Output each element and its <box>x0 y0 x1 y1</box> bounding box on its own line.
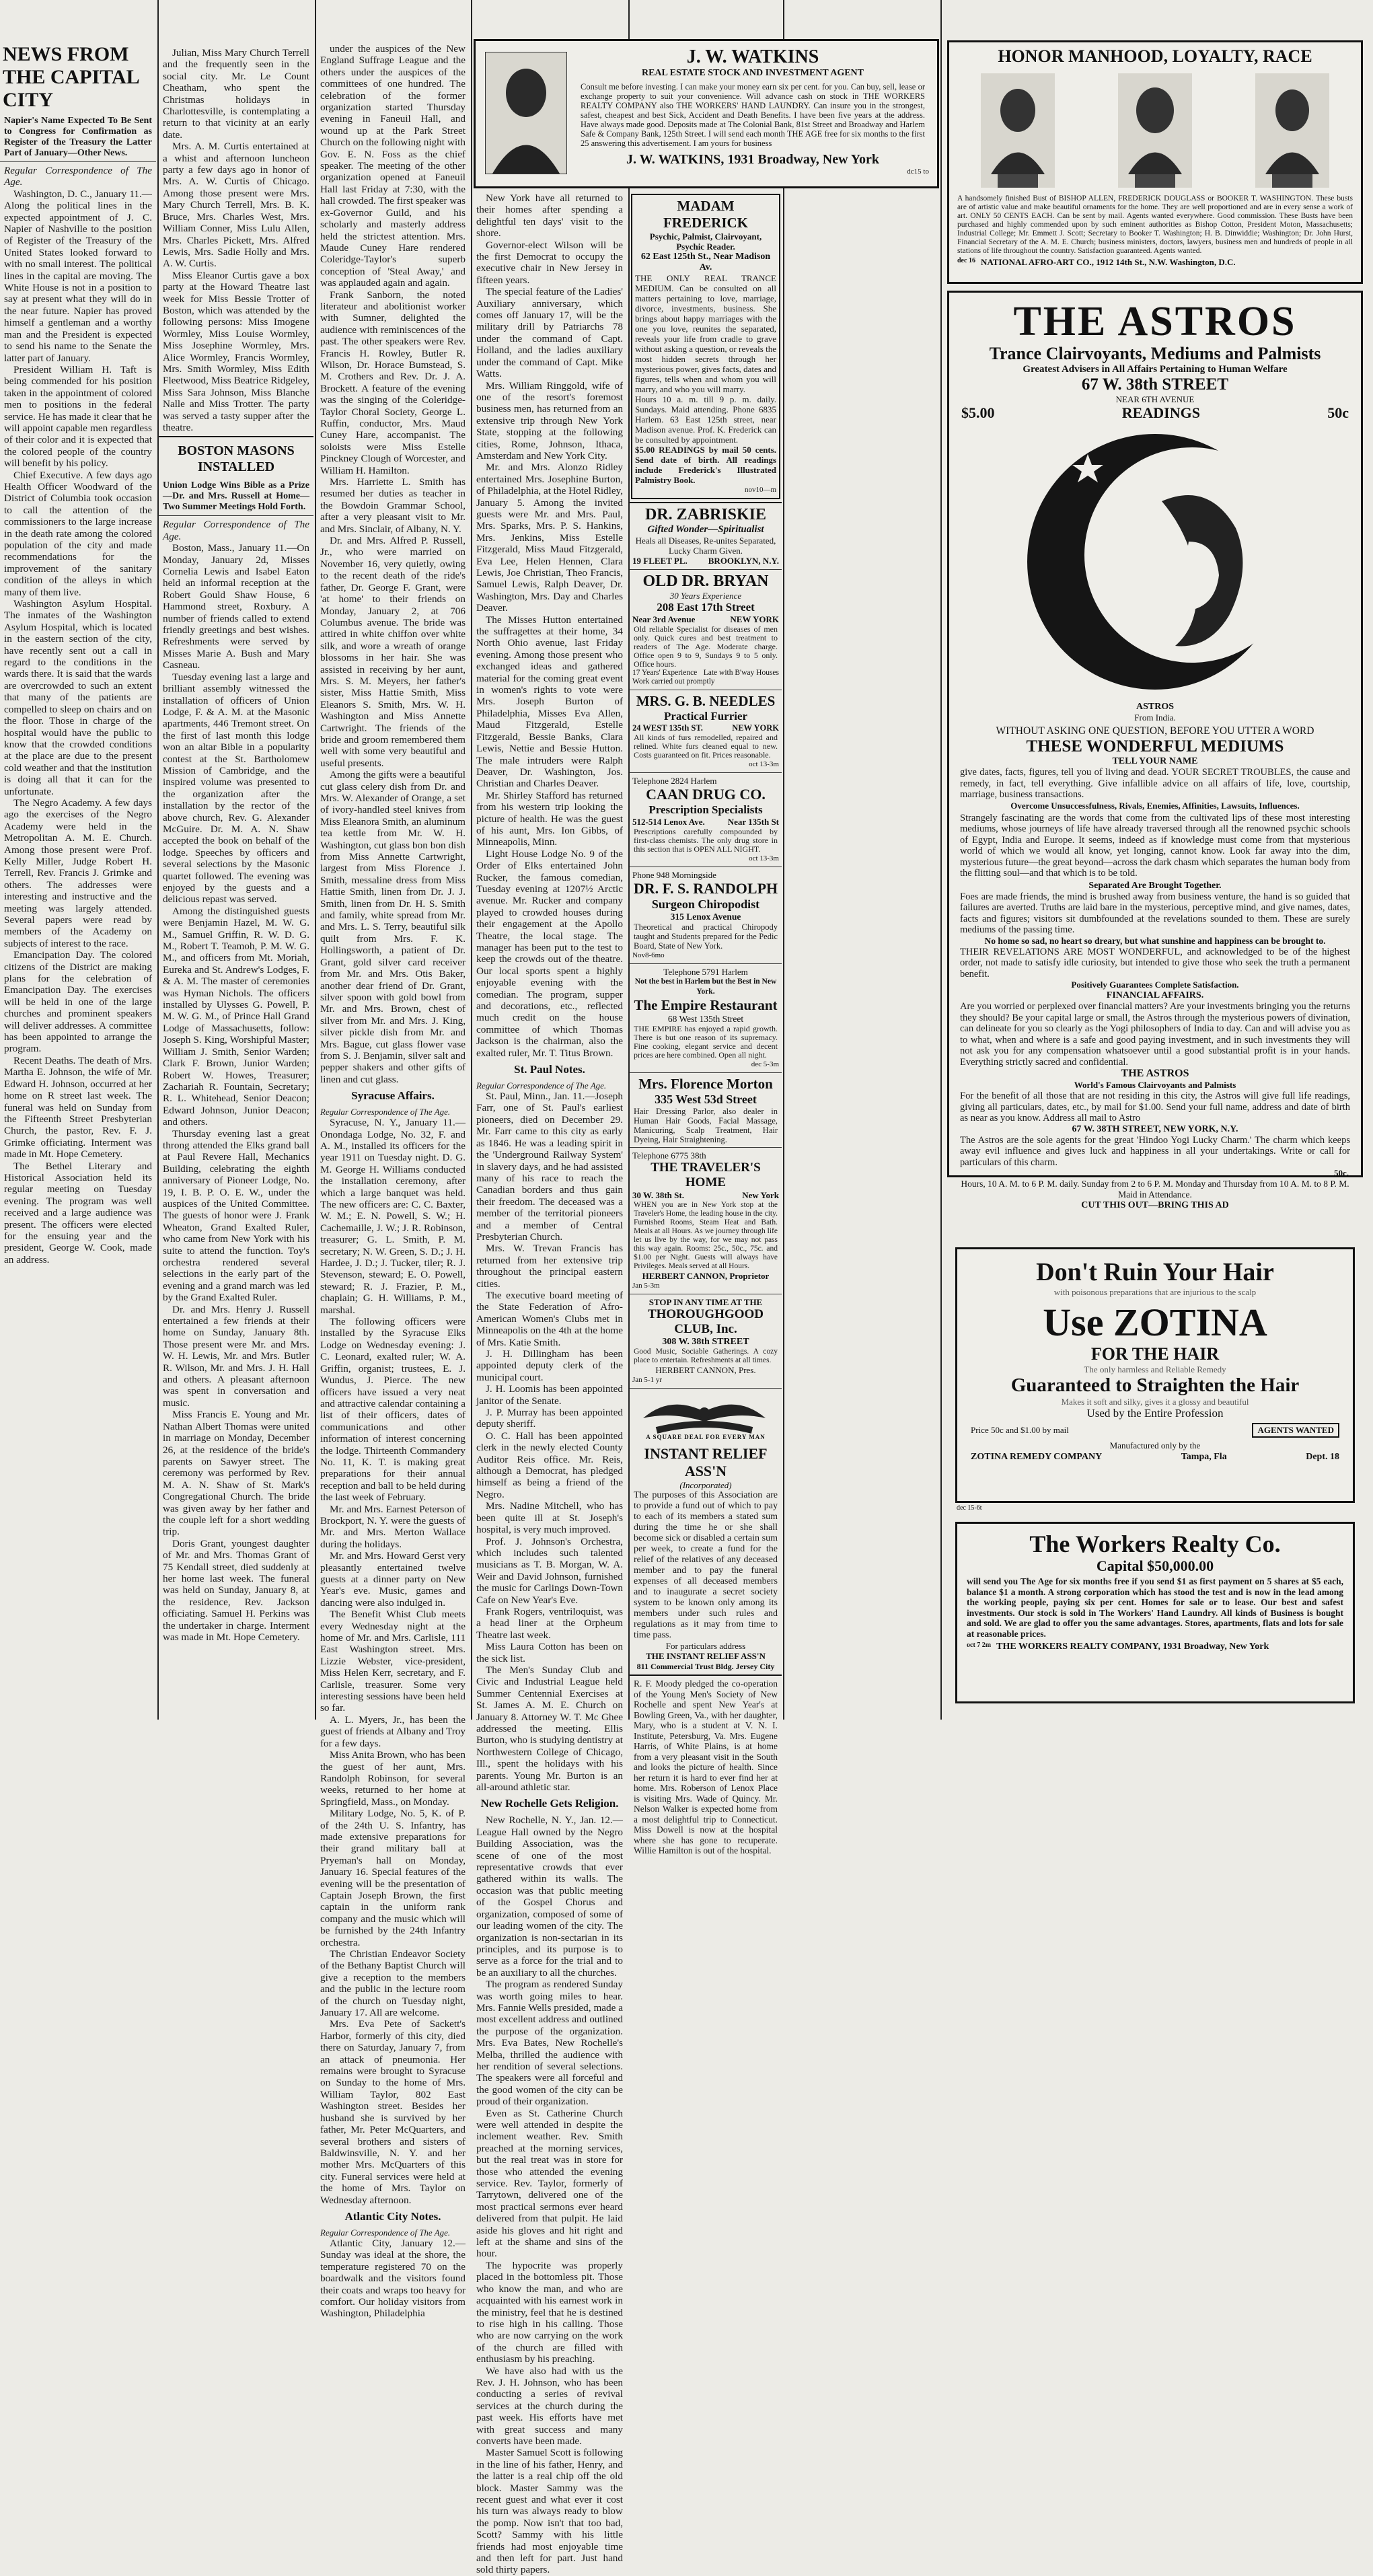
ad-body: All kinds of furs remodelled, repaired and relined. White furs cleaned equal to new. Costs guaranteed on fit. Prices reasonable. <box>634 733 778 760</box>
byline: Regular Correspondence of The Age. <box>4 165 152 188</box>
ad-address: 62 East 125th St., Near Madison Av. <box>640 252 771 272</box>
article-paragraph: Doris Grant, youngest daughter of Mr. and Mrs. Thomas Grant of 75 Kendall street, died suddenly at her home last week. The funeral was held on Sunday, January 8, at the residence, Rev. Jackson officiating. Samuel H. Perkins was the undertaker in charge. Interment was made in Mt. Hope Cemetery. <box>163 1537 309 1643</box>
column-3 <box>316 0 470 2320</box>
ad-title: The Workers Realty Co. <box>1029 1531 1281 1557</box>
ad-code: oct 13-3m <box>749 854 779 862</box>
ad-note: 17 Years' Experience <box>632 669 698 677</box>
ad-title: DR. F. S. RANDOLPH <box>633 880 778 897</box>
bust-allen-icon <box>981 73 1055 188</box>
column-rule <box>783 0 784 1720</box>
ad-subtitle: Practical Furrier <box>663 710 748 723</box>
ad-title: The Empire Restaurant <box>634 997 778 1013</box>
article-paragraph: Recent Deaths. The death of Mrs. Martha E. Johnson, the wife of Mr. Edward H. Johnson, occurred at her home on R street last week. The funeral was held on Sunday from the Fifteenth Street Presbyterian Church, the pastor, Rev. F. J. Grimke officiating. Interment was made in Mt. Hope Cemetery. <box>4 1054 152 1161</box>
needles-furrier-ad <box>630 693 782 770</box>
article-paragraph: The Negro Academy. A few days ago the exercises of the Negro Academy were held in the Metropolitan A. M. E. Church. Among those present were Prof. Kelly Miller, Judge Robert H. Terrell, Rev. Francis J. Grimke and others. The addresses were interesting and instructive and the meeting was largely attended. Several papers were read by members of the Academy on subjects of interest to the race. <box>4 797 152 949</box>
article-paragraph: President William H. Taft is being commended for his position taken in the appointment of colored men to positions in the federal service. He has made it clear that he will appoint capable men regardless of their color and it is expected that the colored people of the country will benefit by his policy. <box>4 363 152 470</box>
ad-code: dec 15-6t <box>957 1504 982 1512</box>
astros-ad <box>947 291 1363 1210</box>
crescent-moon-woman-icon <box>1014 427 1296 696</box>
instant-relief-ad <box>630 1391 782 1672</box>
article-paragraph: Mr. and Mrs. Howard Gerst very pleasantly entertained twelve guests at a dinner party on New Year's eve. Music, games and dancing were also indulged in. <box>320 1550 466 1609</box>
ad-near: NEAR 6TH AVENUE <box>1115 394 1195 404</box>
ad-footer: THE WORKERS REALTY COMPANY, 1931 Broadway, New York <box>996 1642 1269 1652</box>
article-paragraph: We have also had with us the Rev. J. H. Johnson, who has been conducting a series of revival services at the church during the past week. His efforts have met with great success and many converts have been made. <box>476 2365 623 2447</box>
byline: Regular Correspondence of The Age. <box>320 1107 451 1117</box>
article-paragraph: The Christian Endeavor Society of the Bethany Baptist Church will give a reception to the members and the public in the lecture room of the church on Tuesday night, January 17. All are welcome. <box>320 1948 466 2019</box>
ad-city: NEW YORK <box>730 614 779 624</box>
ad-body: The Astros are the sole agents for the great 'Hindoo Yogi Lucky Charm.' The charm which keeps away evil influence and gives luck and happiness in all your undertakings. Write or call for particulars of this charm. <box>960 1134 1350 1168</box>
price: 50c <box>1327 404 1349 421</box>
ad-heading: THESE WONDERFUL MEDIUMS <box>1026 737 1284 756</box>
st-paul-headline: St. Paul Notes. <box>514 1063 585 1076</box>
randolph-chiropodist-ad <box>630 870 782 961</box>
ad-cta: CUT THIS OUT—BRING THIS AD <box>1081 1200 1229 1210</box>
article-paragraph: R. F. Moody pledged the co-operation of the Young Men's Society of New Rochelle and spent New Year's at Bowling Green, Va., with her daughter, Mary, who is a student at V. N. I. Institute, Petersburg, Va. Mrs. Eugene Harris, of White Plains, is at home from a very pleasant visit in the South and looks the picture of health. Since her return it is hard to ever find her at home. Mrs. Roberson of Lenox Place is visiting Mrs. Wade of Quincy. Mr. Nelson Walker is expected home from a most delightful trip to Connecticut. Miss Dowell is now at the hospital where she has gone to recuperate. Willie Hamilton is out of the hospital. <box>634 1679 778 1855</box>
ad-address: 19 FLEET PL. <box>632 556 688 566</box>
readings-label: READINGS <box>1121 404 1200 421</box>
ad-body: Foes are made friends, the mind is brushed away from business venture, the hand is so guided that failures are averted. Truths are laid bare in the mysterious, perceptive mind, and give names, dates, facts and figures; visitors sit dumbfounded at the revelations sounded to them. These are surely mediums of the passing time. <box>960 891 1350 935</box>
ad-address: 67 W. 38TH STREET, NEW YORK, N.Y. <box>1072 1124 1238 1134</box>
ad-title: Mrs. Florence Morton <box>638 1076 773 1092</box>
ad-owner: HERBERT CANNON, Proprietor <box>642 1271 770 1281</box>
article-paragraph: Frank Rogers, ventriloquist, was a head liner at the Orpheum Theatre last week. <box>476 1605 623 1641</box>
ad-title: HONOR MANHOOD, LOYALTY, RACE <box>998 46 1312 66</box>
ad-body: WHEN you are in New York stop at the Traveler's Home, the leading house in the city. Furnished Rooms, Steam Heat and Bath. Meals at all Hours. As we journey through life let us live by the way, for we may not pass this way again. Rooms: 25c., 50c., 75c. and $1.00 per Night. Guests will always have Privileges. Meals served at all Hours. <box>634 1201 778 1270</box>
ad-subtitle: Psychic, Palmist, Clairvoyant, Psychic Reader. <box>649 231 762 252</box>
article-paragraph: Mrs. A. M. Curtis entertained at a whist and afternoon luncheon party a few days ago in honor of Mrs. A. W. Curtis of Chicago. Among those present were Mrs. Mary Church Terrell, Mrs. B. K. Bruce, Mrs. Charles West, Mrs. William Conner, Miss Lulu Allen, Mrs. Charles Pickett, Mrs. Alfred Lewis, Mrs. Sadie Holly and Mrs. A. W. Curtis. <box>163 141 309 270</box>
news-capital-subhead: Napier's Name Expected To Be Sent to Congress for Confirmation as Register of the Treasury the Latter Part of January—Other News. <box>4 116 152 158</box>
travelers-home-ad <box>630 1150 782 1291</box>
article-paragraph: Miss Anita Brown, who has been the guest of her aunt, Mrs. Randolph Robinson, for several weeks, returned to her home at Springfield, Mass., on Monday. <box>320 1749 466 1808</box>
ad-body: Theoretical and practical Chiropody taught and Students prepared for the Pedic Board, State of New York. <box>634 922 778 951</box>
article-paragraph: Mrs. W. Trevan Francis has returned from her extensive trip throughout the principal eastern cities. <box>476 1243 623 1290</box>
ad-city: New York <box>742 1190 779 1200</box>
ad-body: Heals all Diseases, Re-unites Separated, Lucky Charm Given. <box>635 536 776 556</box>
ad-code: dec 16 <box>957 257 975 264</box>
column-5-ads <box>630 192 782 1855</box>
ad-body: THE EMPIRE has enjoyed a rapid growth. There is but one reason of its supremacy. Fine cooking, elegant service and decent prices are here combined. Open all night. <box>634 1024 778 1060</box>
ad-city: NEW YORK <box>732 723 779 733</box>
ad-code: Nov8-6mo <box>632 951 665 959</box>
bust-washington-icon <box>1255 73 1329 188</box>
ad-small: The only harmless and Reliable Remedy <box>1084 1364 1226 1374</box>
workers-realty-ad <box>955 1522 1355 1703</box>
ad-address: 68 West 135th Street <box>667 1014 744 1024</box>
ad-title: THE ASTROS <box>1013 299 1297 344</box>
ad-subtitle: Gifted Wonder—Spiritualist <box>647 524 764 535</box>
thoroughgood-club-ad <box>630 1297 782 1385</box>
article-paragraph: Mr. and Mrs. Alonzo Ridley entertained Mrs. Josephine Burton, of Philadelphia, at the Hotel Ridley, January 5. Among the invited guests were Mr. and Mrs. Paul, Mrs. Sparks, Mrs. P. S. Hankins, Mrs. Jenkins, Miss Estelle Fitzgerald, Miss Maud Fitzgerald, Eva Lee, Helen Hennen, Clara Lewis, Joe Christian, Theo Francis, Samuel Lewis, Ralph Deaver, Dr. Washington, Mrs. Day and Charles Deaver. <box>476 462 623 614</box>
article-paragraph: Mr. and Mrs. Earnest Peterson of Brockport, N. Y. were the guests of Mr. and Mrs. Merton Wallace during the holidays. <box>320 1503 466 1550</box>
ad-address: 315 Lenox Avenue <box>670 912 741 922</box>
ad-address: 24 WEST 135th ST. <box>632 723 703 733</box>
ad-body: Hair Dressing Parlor, also dealer in Human Hair Goods, Facial Massage, Manicuring, Scalp Treatment, Hair Dyeing, Hair Straightening. <box>634 1107 778 1144</box>
bust-douglass-icon <box>1118 73 1192 188</box>
empire-restaurant-ad <box>630 967 782 1070</box>
ad-body: Old reliable Specialist for diseases of men only. Quick cures and best treatment to readers of The Age. Moderate charge. Office open 9 to 9, Sundays 9 to 5 only. Office hours. <box>634 624 778 669</box>
watkins-name: J. W. WATKINS <box>686 46 819 67</box>
article-paragraph: Light House Lodge No. 9 of the Order of Elks entertained John Rucker, the famous comedian, Tuesday evening at 1207½ Arctic avenue. Mr. Rucker and company played to crowded houses during their engagement at the Apollo Theatre, the local stage. The manager has been put to the test to keep the crowds out of the theatre. Our local sports spent a highly enjoyable evening with the comedian. The program, supper and decorations, etc., reflected much credit on the house committee of which Thomas Jackson is the chairman, also the exalted ruler, Mr. T. Titus Brown. <box>476 848 623 1059</box>
ad-address: 208 East 17th Street <box>657 601 755 614</box>
ad-near: Near 135th St <box>727 817 779 827</box>
article-paragraph: Miss Laura Cotton has been on the sick list. <box>476 1641 623 1664</box>
ad-dept: Dept. 18 <box>1306 1452 1339 1462</box>
ad-line: Used by the Entire Profession <box>1086 1407 1224 1420</box>
article-paragraph: The following officers were installed by the Syracuse Elks Lodge on Wednesday evening: J. C. Leonard, exalted ruler; W. A. Griffin, organist; trustees, E. J. Wundus, J. Pierce. The new officers have issued a very neat and attractive calendar containing a list of their officers, dates of communications and other information of interest concerning the lodge. Thirteenth Commandery No. 11, K. T. is making great preparations for their annual reception and ball to be held during the last week of February. <box>320 1316 466 1504</box>
article-paragraph: Emancipation Day. The colored citizens of the District are making plans for the celebration of Emancipation Day. The exercises will be held in one of the large churches and prominent speakers will deliver addresses. A committee has been appointed to arrange the program. <box>4 949 152 1055</box>
article-paragraph: The Men's Sunday Club and Civic and Industrial League held Summer Centennial Exercises at St. James A. M. E. Church on January 8. Attorney W. T. Mc Ghee addressed the meeting. Ellis Burton, who is studying dentistry at Northwestern College of Chicago, Ill., spent the holidays with his parents. Young Mr. Burton is an all-around athletic star. <box>476 1664 623 1794</box>
new-rochelle-headline: New Rochelle Gets Religion. <box>480 1797 619 1810</box>
ad-near: Near 3rd Avenue <box>632 614 696 624</box>
ad-address: 811 Commercial Trust Bldg. Jersey City <box>636 1662 775 1671</box>
article-paragraph: Syracuse, N. Y., January 11.—Onondaga Lodge, No. 32, F. and A. M., installed its officers for the year 1911 on Tuesday night. D. G. M. George H. Williams conducted the installation ceremony, after which a large banquet was held. The new officers are: C. C. Baxter, W. M.; E. N. Powell, S. W.; H. Cachemaille, J. W.; J. R. Robinson, treasurer; G. L. Smith, P. M. secretary; N. W. Green, S. D.; J. H. Hardee, J. D.; J. Tucker, tiler; R. J. Stevenson, steward; E. O. Powell, steward; R. J. Frazier, P. M., chaplain; G. H. Williams, P. M., marshal. <box>320 1117 466 1316</box>
watkins-ad <box>474 39 939 188</box>
ad-small: with poisonous preparations that are injurious to the scalp <box>1053 1287 1257 1297</box>
ad-subtitle: Capital $50,000.00 <box>1096 1557 1214 1574</box>
article-paragraph: Mrs. Eva Pete of Sackett's Harbor, formerly of this city, died there on Saturday, January 7, from an attack of pneumonia. Her remains were brought to Syracuse on Sunday to the home of Mrs. William Taylor, 802 East Washington street. Besides her husband she is survived by her father, Mr. Peter McQuarters, and several brothers and sisters of Baldwinsville, N. Y. and her mother Mrs. McQuarters of this city. Funeral services were held at the home of Mrs. Taylor on Wednesday afternoon. <box>320 2018 466 2206</box>
ad-subtitle: Guaranteed to Straighten the Hair <box>1010 1374 1300 1396</box>
zotina-ad <box>955 1247 1355 1512</box>
article-paragraph: Miss Francis E. Young and Mr. Nathan Albert Thomas were united in marriage on Monday, December 26, at the residence of the bride's parents on Sawyer street. The ceremony was performed by Rev. M. A. N. Shaw of St. Mark's Congregational Church. The bride was given away by her father and the couple left for a short wedding trip. <box>163 1409 309 1538</box>
ad-code: Jan 5-3m <box>632 1282 660 1290</box>
ad-address: 67 W. 38th STREET <box>1081 375 1229 394</box>
byline: Regular Correspondence of The Age. <box>476 1080 607 1091</box>
ad-telephone: Phone 948 Morningside <box>632 870 716 880</box>
byline: Regular Correspondence of The Age. <box>163 519 309 542</box>
ad-body: will send you The Age for six months free if you send $1 as first payment on 5 shares at $5 each, balance $1 a month. A strong corporation which has stood the test and is now in the lead among the working people, paying six per cent. Homes for sale or to lease. Our best and safest investments. Our stock is sold in The Workers' Hand Laundry. All kinds of Business is bought and sold. We are glad to offer you the same advantages. Stores, apartments, flats and lots for sale at reasonable prices. <box>967 1576 1343 1639</box>
ad-body: Are you worried or perplexed over financial matters? Are your investments bringing you the returns they should? Be your capital large or small, the Astros through the mysterious powers of divination, can delineate for you so clearly as the Yogi philosophers of India to day. Can and will advise you as to what, when and where is a safe and good paying investment, and in such investments they will not ask you for any compensation whatsoever until a good substantial profit is in your hands. Everything strictly sacred and confidential. <box>960 1001 1350 1068</box>
florence-morton-ad <box>630 1076 782 1144</box>
ad-small: Manufactured only by the <box>1109 1440 1201 1450</box>
ad-company: ZOTINA REMEDY COMPANY <box>971 1452 1103 1462</box>
article-paragraph: J. P. Murray has been appointed deputy sheriff. <box>476 1407 623 1430</box>
article-paragraph: The special feature of the Ladies' Auxiliary anniversary, which comes off January 17, will be the military drill by Patriarchs 78 under the command of Capt. Holland, and the ladies auxiliary under the command of Capt. Mike Watts. <box>476 286 623 380</box>
ad-body: A handsomely finished Bust of BISHOP ALLEN, FREDERICK DOUGLASS or BOOKER T. WASHINGTON. These busts are of artistic value and make beautiful ornaments for the home. They are well proportioned and are in every sense a work of art. ONLY 50 CENTS EACH. Can be sent by mail. Agents wanted everywhere. Good commission. These Busts have been purchased and highly commended upon by such eminent authorities as Bishop Cotton, President Moton, Massachusetts; Industrial College; Mr. Emmett J. Scott; Secretary to Booker T. Washington; H. B. Dinwiddie; Washington; Dr. John Hurst, Financial Secretary of the A. M. E. Church; business ministers, doctors, lawyers, business men and hundreds of people in all stations of life throughout the country. Satisfaction guaranteed. Agents wanted. <box>957 194 1353 255</box>
ad-body: $5.00 READINGS by mail 50 cents. Send date of birth. All readings include Frederick's Illustrated Palmistry Book. <box>635 445 776 485</box>
article-paragraph: O. C. Hall has been appointed clerk in the newly elected County Auditor Reis office. Mr. Reis, although a Democrat, has pledged himself as being a friend of the Negro. <box>476 1430 623 1500</box>
article-paragraph: The Bethel Literary and Historical Association held its regular meeting on Tuesday evening. The program was well received and a large audience was present. The officers were elected for the ensuing year and the president, George W. Cook, made an address. <box>4 1160 152 1265</box>
article-paragraph: Among the gifts were a beautiful cut glass celery dish from Dr. and Mrs. W. Alexander of Orange, a set of ivory-handled steel knives from Miss Eleanora Smith, an aluminum tea kettle from Mr. W. H. Washington, cut glass bon bon dish from Miss Annette Cartwright, largest from Miss Florence J. Smith, messaline dress from Miss Hattie Smith, linen from Dr. J. J. Smith, linen from Dr. H. S. Smith and family, white spread from Mr. and Mrs. L. S. Terry, beautiful silk quilt from Mrs. F. K. Hollingsworth, a patient of Dr. Grant, gold silver card receiver from Mr. and Mrs. Otis Baker, another dear friend of Dr. Grant, silver spoon with gold bowl from Mr. and Mrs. Brown, chest of silver from Mr. and Mrs. J. King, silver pickle dish from Mr. and Mrs. Bague, cut glass flower vase from S. J. Benjamin, silver salt and pepper shakers and other gifts of linen and cut glass. <box>320 769 466 1085</box>
article-paragraph: The executive board meeting of the State Federation of Afro-American Women's Clubs met in Minneapolis on the 4th at the home of Mrs. Katie Smith. <box>476 1289 623 1348</box>
article-paragraph: Mrs. William Ringgold, wife of one of the resort's foremost business men, has returned from an extensive trip through New York State, stopping at the following cities, Rome, Johnson, Ithaca, Amsterdam and New York City. <box>476 379 623 462</box>
syracuse-headline: Syracuse Affairs. <box>351 1089 435 1103</box>
ad-name: THE INSTANT RELIEF ASS'N <box>646 1651 766 1661</box>
article-paragraph: J. H. Dillingham has been appointed deputy clerk of the municipal court. <box>476 1348 623 1383</box>
ad-line: WITHOUT ASKING ONE QUESTION, BEFORE YOU UTTER A WORD <box>996 725 1314 737</box>
ad-caption: ASTROS <box>1136 702 1175 712</box>
article-paragraph: Boston, Mass., January 11.—On Monday, January 2d, Misses Cornelia Lewis and Isabel Eaton held an informal reception at the Robert Gould Shaw House, 6 Hammond street, Roxbury. A number of friends called to extend friendly greetings and best wishes. Refreshments were served by Misses Marie A. Bush and Mary Casneau. <box>163 542 309 671</box>
ad-heading: Positively Guarantees Complete Satisfaction. <box>1071 980 1239 990</box>
ad-body: Strangely fascinating are the words that come from the cultivated lips of these most interesting mediums, whose journeys of life have already traversed through all the renowned psychic schools of Egypt, India and Europe. It seems, indeed as if knowledge must come from that mysterious world of which we would all know, yet longing, cannot know. Look far away into the dim, mysterious future—the great beyond—across the dark chasm which separates the human body from the flitting soul—and that which is to be told. <box>960 812 1350 879</box>
ad-line: TELL YOUR NAME <box>1112 756 1198 766</box>
watkins-footer: J. W. WATKINS, 1931 Broadway, New York <box>626 152 879 167</box>
ad-small: Makes it soft and silky, gives it a glossy and beautiful <box>1061 1397 1249 1407</box>
ad-caption: From India. <box>1134 712 1176 723</box>
watkins-body: Consult me before investing. I can make your money earn six per cent. for you. Can buy, sell, lease or exchange property to suit your convenience. Will advance cash on stock in THE WORKERS REALTY COMPANY also THE WORKERS' HAND LAUNDRY. Can insure you in the strongest, safest, cheapest and best Sick, Accident and Death Benefits. I have been five years at the address. Have always made good. Deposits made at The Colonial Bank, 81st Street and Broadway and Harlem Safe & Company Bank, 125th Street. I will send each month THE AGE free for six months to the first 25 answering this advertisement. I am yours for business <box>581 82 925 148</box>
ad-address: 308 W. 38th STREET <box>662 1337 749 1347</box>
ad-code: dec 5-3m <box>751 1060 779 1068</box>
price: Price 50c and $1.00 by mail <box>971 1425 1069 1435</box>
ad-owner: HERBERT CANNON, Pres. <box>655 1365 756 1375</box>
ad-title: THE TRAVELER'S HOME <box>651 1161 761 1189</box>
ad-telephone: Telephone 6775 38th <box>632 1150 706 1161</box>
article-paragraph: Frank Sanborn, the noted literateur and abolitionist worker with Sumner, delighted the audience with reminiscences of the past. The other speakers were Rev. Francis H. Rowley, Butler R. Wilson, Dr. Horace Bumstead, S. M. Crothers and Rev. Dr. J. A. Brockett. A feature of the evening was the singing of the Coleridge-Taylor Choral Society, George L. Ruffin, conductor, Mrs. Maud Cuney Hare, accompanist. The soloists were Miss Estelle Pinckney Clough of Worcester, and William H. Hamilton. <box>320 289 466 476</box>
ad-heading: No home so sad, no heart so dreary, but what sunshine and happiness can be brought to. <box>984 935 1326 946</box>
ad-body: Prescriptions carefully compounded by first-class chemists. The only drug store in this section that is OPEN ALL NIGHT. <box>634 827 778 854</box>
ad-code: dc15 to <box>907 168 929 176</box>
ad-body: Good Music, Sociable Gatherings. A cozy place to entertain. Refreshments at all times. <box>634 1348 778 1364</box>
ad-footer: NATIONAL AFRO-ART CO., 1912 14th St., N.W. Washington, D.C. <box>980 257 1236 267</box>
article-paragraph: St. Paul, Minn., Jan. 11.—Joseph Farr, one of St. Paul's earliest pioneers, died on December 29. Mr. Farr came to this city as early as 1846. He was a leading spirit in the 'Underground Railway System' in slavery days, and he had assisted many of his race to reach the Canadian borders and thus gain their freedom. The deceased was a member of the territorial pioneers and a member of Central Presbyterian Church. <box>476 1091 623 1243</box>
article-paragraph: New Rochelle, N. Y., Jan. 12.—League Hall owned by the Negro Building Association, was the scene of one of the most representative crowds that ever gathered within its walls. The occasion was that public meeting of the Gospel Chorus and organization, composed of some of our leading women of the city. The organization is non-sectarian in its principles, and its purpose is to serve as a force for the trial and to be an auxiliary to all the churches. <box>476 1814 623 1979</box>
ad-code: oct 7 2m <box>967 1642 992 1649</box>
article-paragraph: Prof. J. Johnson's Orchestra, which includes such talented musicians as T. B. Morgan, W. A. Weir and David Johnson, furnished the music for Carlings Down-Town Cafe on New Year's Eve. <box>476 1535 623 1606</box>
article-paragraph: Dr. and Mrs. Henry J. Russell entertained a few friends at their home on Sunday, January 8th. Those present were Mr. and Mrs. W. H. Lewis, Mr. and Mrs. Butler R. Wilson, Mr. and Mrs. J. H. Hall and others. A pleasant afternoon was spent in conversation and music. <box>163 1303 309 1409</box>
ad-telephone: Telephone 2824 Harlem <box>632 776 717 786</box>
article-paragraph: Mrs. Harriette L. Smith has resumed her duties as teacher in the Bowdoin Grammar School, after a very pleasant visit to Mr. and Mrs. Sinclair, of Albany, N. Y. <box>320 476 466 535</box>
ad-title: THOROUGHGOOD CLUB, Inc. <box>647 1307 764 1336</box>
article-paragraph: The Benefit Whist Club meets every Wednesday night at the home of Mr. and Mrs. Carlisle, 111 East Washington street. Mrs. Lizzie Webster, vice-president, Miss Helen Kerr, secretary, and F. Carlisle, treasurer. Some very interesting sessions have been held so far. <box>320 1609 466 1714</box>
article-paragraph: The hypocrite was properly placed in the bottomless pit. Those who know the man, and who are acquainted with his earnest work in the ministry, feel that he is destined to rise high in his calling. Those who are now carrying on the work of the church are filled with enthusiasm by his preaching. <box>476 2259 623 2365</box>
ad-body: Hours 10 a. m. till 9 p. m. daily. Sundays. Maid attending. Phone 6835 Harlem. 63 East 125th street, near Madison avenue. Prof. K. Frederick can be consulted by appointment. <box>635 394 776 445</box>
ad-note: Late with B'way Houses <box>703 669 779 677</box>
ad-heading: World's Famous Clairvoyants and Palmists <box>1074 1080 1236 1090</box>
madam-frederick-ad <box>631 194 780 499</box>
article-paragraph: Military Lodge, No. 5, K. of P. of the 24th U. S. Infantry, has made extensive preparations for their grand military ball at Pryeman's hall on Monday, January 16. Special features of the evening will be the presentation of Captain Joseph Brown, the first captain in the uniform rank company and the music which will be furnished by the 24th Infantry orchestra. <box>320 1808 466 1948</box>
article-paragraph: Atlantic City, January 12.—Sunday was ideal at the shore, the temperature registered 70 on the boardwalk and the visitors found their coats and wraps too heavy for comfort. Our holiday visitors from Washington, Philadelphia <box>320 2237 466 2320</box>
news-capital-headline: NEWS FROM THE CAPITAL CITY <box>3 43 139 111</box>
ad-body: For the benefit of all those that are not residing in this city, the Astros will give full life readings, giving all particulars, dates, etc., by mail for $1.00. Send your full name, address and date of birth as near as you know. Address all mail to Astro <box>960 1091 1350 1124</box>
ad-body: THE ONLY REAL TRANCE MEDIUM. Can be consulted on all matters pertaining to love, marriage, divorce, investments, business. She brings about happy marriages with the one you love, reunites the separated, reveals your life from cradle to grave without asking a question, or reveals the most hidden secrets through her mysterious power, gives facts, dates and figures, tells when and whom you will marry, and who you will marry. <box>635 273 776 394</box>
article-paragraph: Dr. and Mrs. Alfred P. Russell, Jr., who were married on November 16, very quietly, owing to the recent death of the ride's father, Dr. George F. Grant, were 'at home' to their friends on Monday, January 2, at 706 Columbus avenue. The bride was attired in white chiffon over white silk, and wore a wreath of orange blossoms in her hair. She was assisted in receiving by her aunt, Mrs. S. M. Meyers, her father's sister, Miss Hattie Smith, Miss Eleanors S. Smith, Mrs. W. H. Washington and Miss Annette Cartwright. The friends of the bride and groom remembered them well with some very beautiful and useful presents. <box>320 535 466 769</box>
ad-title: MRS. G. B. NEEDLES <box>636 693 776 709</box>
article-paragraph: The program as rendered Sunday was worth going miles to hear. Mrs. Fannie Wells presided, made a most excellent address and outlined the purpose of the organization. Mrs. Eva Bates, New Rochelle's Melba, thrilled the audience with her rendition of several selections. The speakers were all forceful and the good women of the city can be proud of their organization. <box>476 1979 623 2108</box>
ad-body: give dates, facts, figures, tell you of living and dead. YOUR SECRET TROUBLES, the cause and remedy, in fact, tell everything. Give infallible advice on all affairs of life, love, courtship, marriage, business transactions. <box>960 767 1350 800</box>
article-paragraph: Even as St. Catherine Church were well attended in despite the inclement weather. Rev. Smith preached at the morning services, but the real treat was in store for those who attended the evening service. Rev. Taylor, formerly of Tarrytown, delivered one of the most practical sermons ever heard delivered from that pulpit. He laid aside his gloves and hit right and left at the shame and sins of the hour. <box>476 2107 623 2260</box>
ad-title: DR. ZABRISKIE <box>644 506 767 523</box>
column-rule <box>940 0 942 1720</box>
article-paragraph: Among the distinguished guests were Benjamin Hazel, M. W. G. M., Samuel Griffin, R. W. D. G. M., Robert T. Teamoh, P. M. W. G. M., and officers from Mt. Moriah, Eureka and St. Andrew's Lodges, F. & A. M. The master of ceremonies was Hyman Nichols. The officers installed by Ulysses G. Powell, P. M. W. G. M., of Prince Hall Grand Lodge of Massachusetts, follow: Joseph S. King, Worshipful Master; William J. Smith, Senior Warden; Clark F. Brown, Junior Warden; Robert W. Howes, Treasurer; Zachariah R. Fountain, Secretary; R. L. Whitehead, Senior Deacon; Edward Johnson, Junior Deacon; and others. <box>163 905 309 1128</box>
ad-subtitle: Trance Clairvoyants, Mediums and Palmists <box>989 344 1321 363</box>
ad-heading: FINANCIAL AFFAIRS. <box>1106 990 1204 1000</box>
ad-subtitle: Surgeon Chiropodist <box>651 897 760 911</box>
ad-subtitle: Prescription Specialists <box>648 803 763 816</box>
ad-city: Tampa, Fla <box>1181 1452 1227 1462</box>
ad-title: Don't Ruin Your Hair <box>1036 1258 1274 1286</box>
ad-subtitle: STOP IN ANY TIME AT THE <box>648 1297 763 1307</box>
article-paragraph: under the auspices of the New England Suffrage League and the others under the auspices of the committees of one hundred. The celebration of the former organization started Thursday evening in Faneuil Hall, and wound up at the Park Street Church on the following night with Gov. E. N. Foss as the chief speaker. The meeting of the other organization opened at Faneuil Hall last Friday at 7:30, with the hall crowded. The first speaker was ex-Governor Guild, and his scholarly and masterly address held the strictest attention. Mrs. Maude Cuney Hare rendered Coleridge-Taylor's superb conception of 'Steal Away,' and was applauded again and again. <box>320 43 466 289</box>
ad-subtitle: Greatest Advisers in All Affairs Pertaining to Human Welfare <box>1023 364 1288 375</box>
article-paragraph: The Misses Hutton entertained the suffragettes at their home, 34 North Ohio avenue, last Friday evening. Among those present who exchanged ideas and gathered material for the coming great event in women's rights to vote were Mrs. Joseph Burton of Philadelphia, Misses Eva Allen, Maud Fitzgerald, Estelle Fitzgerald, Bessie Banks, Clara Lewis, Nettie and Bessie Hutton. The male intruders were Ralph Deaver, Dr. Washington, Jos. Christian and Charles Deaver. <box>476 614 623 790</box>
dr-bryan-ad <box>630 573 782 687</box>
article-paragraph: Chief Executive. A few days ago Health Officer Woodward of the District of Columbia took occasion to call the attention of the commissioners to the large increase in the death rate among the colored population of the city and made recommendations for the improvement of the sanitary condition of the alleys in which many of them live. <box>4 469 152 598</box>
ad-city: BROOKLYN, N.Y. <box>708 556 779 566</box>
ad-body: THEIR REVELATIONS ARE MOST WONDERFUL, and acknowledged to be of the highest order, not made to satisfy idle curiosity, but intended to give those who seek the truth a permanent benefit. <box>960 946 1350 980</box>
ad-title: MADAM FREDERICK <box>663 198 748 231</box>
boston-masons-headline: BOSTON MASONS INSTALLED <box>178 443 295 475</box>
column-2 <box>159 0 313 1720</box>
price: $5.00 <box>961 404 995 421</box>
eagle-emblem-icon <box>630 1391 779 1438</box>
article-paragraph: Mr. Shirley Stafford has returned from his western trip looking the picture of health. He was the guest of his aunt, Mrs. Ion Gibbs, of Minneapolis, Minn. <box>476 789 623 848</box>
agents-wanted-badge: AGENTS WANTED <box>1252 1423 1339 1438</box>
article-paragraph: J. H. Loomis has been appointed janitor of the Senate. <box>476 1383 623 1407</box>
ad-telephone: Telephone 5791 Harlem <box>663 967 748 977</box>
ad-heading: THE ASTROS <box>1121 1068 1189 1079</box>
column-4 <box>472 192 627 2576</box>
ad-address: 512-514 Lenox Ave. <box>632 817 705 827</box>
atlantic-city-headline: Atlantic City Notes. <box>344 2209 441 2223</box>
zabriskie-ad <box>630 506 782 566</box>
ad-heading: Separated Are Brought Together. <box>1088 880 1222 891</box>
ad-note: Not the best in Harlem but the Best in New York. <box>634 978 777 996</box>
ad-title: OLD DR. BRYAN <box>642 573 769 590</box>
article-paragraph: Washington, D. C., January 11.—Along the political lines in the expected appointment of J. C. Napier of Nashville to the position of Register of the Treasury of the United States looked forward to with no small interest. The political lines in the capital are moving. The White House is not in a position to say at present what they will do in the near future. Napier has proved himself a gentleman and a worthy man and the President is expected to send his name to the Senate the latter part of January. <box>4 188 152 364</box>
ad-subtitle: (Incorporated) <box>679 1480 732 1490</box>
ad-address: 335 West 53d Street <box>655 1093 757 1106</box>
boston-masons-subhead: Union Lodge Wins Bible as a Prize—Dr. and Mrs. Russell at Home—Two Summer Meetings Hold Forth. <box>163 480 309 513</box>
ad-banner: A SQUARE DEAL FOR EVERY MAN <box>646 1434 766 1440</box>
ad-title: CAAN DRUG CO. <box>646 786 766 803</box>
ad-title: Use ZOTINA <box>1043 1300 1267 1344</box>
column-1 <box>0 0 156 1720</box>
ad-code: nov10—m <box>744 486 776 494</box>
price: 50c. <box>1333 1168 1349 1178</box>
ad-address: 30 W. 38th St. <box>632 1190 684 1200</box>
article-paragraph: Governor-elect Wilson will be the first Democrat to occupy the executive chair in New Jersey in fifteen years. <box>476 239 623 286</box>
article-paragraph: Thursday evening last a great throng attended the Elks grand ball at Paul Revere Hall, Mechanics Building, celebrating the eighth anniversary of Pioneer Lodge, No. 19, I. B. P. O. E. W., under the auspices of the United Committee. The guests of honor were J. Frank Wheaton, Grand Exalted Ruler, who came from New York with his suite to attend the function. Toy's orchestra rendered several selections in the early part of the evening and a grand march was led by the Grand Exalted Ruler. <box>163 1128 309 1304</box>
byline: Regular Correspondence of The Age. <box>320 2227 451 2238</box>
ad-note: Work carried out promptly <box>632 677 715 686</box>
ad-code: Jan 5-1 yr <box>632 1376 662 1384</box>
ad-code: oct 13-3m <box>749 760 779 768</box>
article-paragraph: Tuesday evening last a large and brilliant assembly witnessed the installation of officers of Union Lodge, F. & A. M. at the Masonic apartments, 446 Tremont street. On the first of last month this lodge won an altar Bible in a popularity contest at the St. Bartholomew Mission of Cambridge, and the inspired volume was presented to the organization after the installation by the rector of the above church, Rev. G. Alexander McGuire. Dr. M. A. N. Shaw accepted the book on behalf of the lodge. Speeches by officers and several selections by the Masonic quartet followed. The evening was enjoyed by the guests and a delicious repast was served. <box>163 671 309 906</box>
ad-body: The purposes of this Association are to provide a fund out of which to pay to each of its members a stated sum during the time he or she shall become sick or disabled a certain sum per week, to create a fund for the relief of the relatives of any deceased member and to pay the funeral expenses of all deceased members and to inaugurate a secret society system to be known only among its members under such rules and regulations as it may from time to time pass. <box>634 1490 778 1640</box>
honor-busts-ad <box>947 40 1363 284</box>
ad-line: Overcome Unsuccessfulness, Rivals, Enemies, Affinities, Lawsuits, Influences. <box>1010 800 1300 811</box>
article-paragraph: Master Samuel Scott is following in the line of his father, Henry, and the latter is a real chip off the old block. Master Sammy was the recent guest and what ever it cost his turn was always ready to blow the pomp. Now isn't that too bad, Scott? Sammy with his little friends had most enjoyable time and then left for part. Just hand sold thirty papers. <box>476 2447 623 2576</box>
ad-subtitle: FOR THE HAIR <box>1090 1344 1220 1364</box>
article-paragraph: Washington Asylum Hospital. The inmates of the Washington Asylum Hospital, which is located in the eastern section of the city, have recently sent out a call in regard to the conditions in the wards there. It is said that the wards are overcrowded to such an extent that many of the patients are compelled to sleep on chairs and on the floor. Those in charge of the hospital would have the public to know that the crowded conditions at the place are due to the present cold weather and that the institution is doing all that it can for the unfortunate. <box>4 598 152 797</box>
caan-drug-ad <box>630 776 782 864</box>
watkins-title: REAL ESTATE STOCK AND INVESTMENT AGENT <box>641 68 864 78</box>
article-paragraph: New York have all returned to their homes after spending a delightful ten days' visit to the shore. <box>476 192 623 240</box>
watkins-portrait <box>485 52 567 174</box>
ad-note: For particulars address <box>665 1641 746 1651</box>
ad-hours: Hours, 10 A. M. to 6 P. M. daily. Sunday from 2 to 6 P. M. Monday and Thursday from 10 A. M. to 8 P. M. Maid in Attendance. <box>961 1179 1349 1200</box>
ad-title: INSTANT RELIEF ASS'N <box>644 1445 768 1479</box>
article-paragraph: Miss Eleanor Curtis gave a box party at the Howard Theatre last week for Miss Bessie Trotter of Boston, which was attended by the following persons: Miss Imogene Wormley, Miss Louise Wormley, Miss Josephine Wormley, Mrs. Alice Wormley, Francis Wormley, Mrs. Smith Wormley, Miss Edith Fleetwood, Miss Beatrice Ridgeley, Miss Sara Johnson, Miss Blanche Nalle and Miss Trotter. The party was served a tasty supper after the theatre. <box>163 269 309 433</box>
article-paragraph: A. L. Myers, Jr., has been the guest of friends at Albany and Troy for a few days. <box>320 1714 466 1749</box>
article-paragraph: Mrs. Nadine Mitchell, who has been quite ill at St. Joseph's hospital, is very much improved. <box>476 1500 623 1536</box>
article-paragraph: Julian, Miss Mary Church Terrell and the frequently seen in the social city. Mr. Le Count Cheatham, who spent the Christmas holidays in Charlottesville, is contemplating a return to that vicinity at an early date. <box>163 47 309 141</box>
ad-subtitle: 30 Years Experience <box>669 591 742 601</box>
